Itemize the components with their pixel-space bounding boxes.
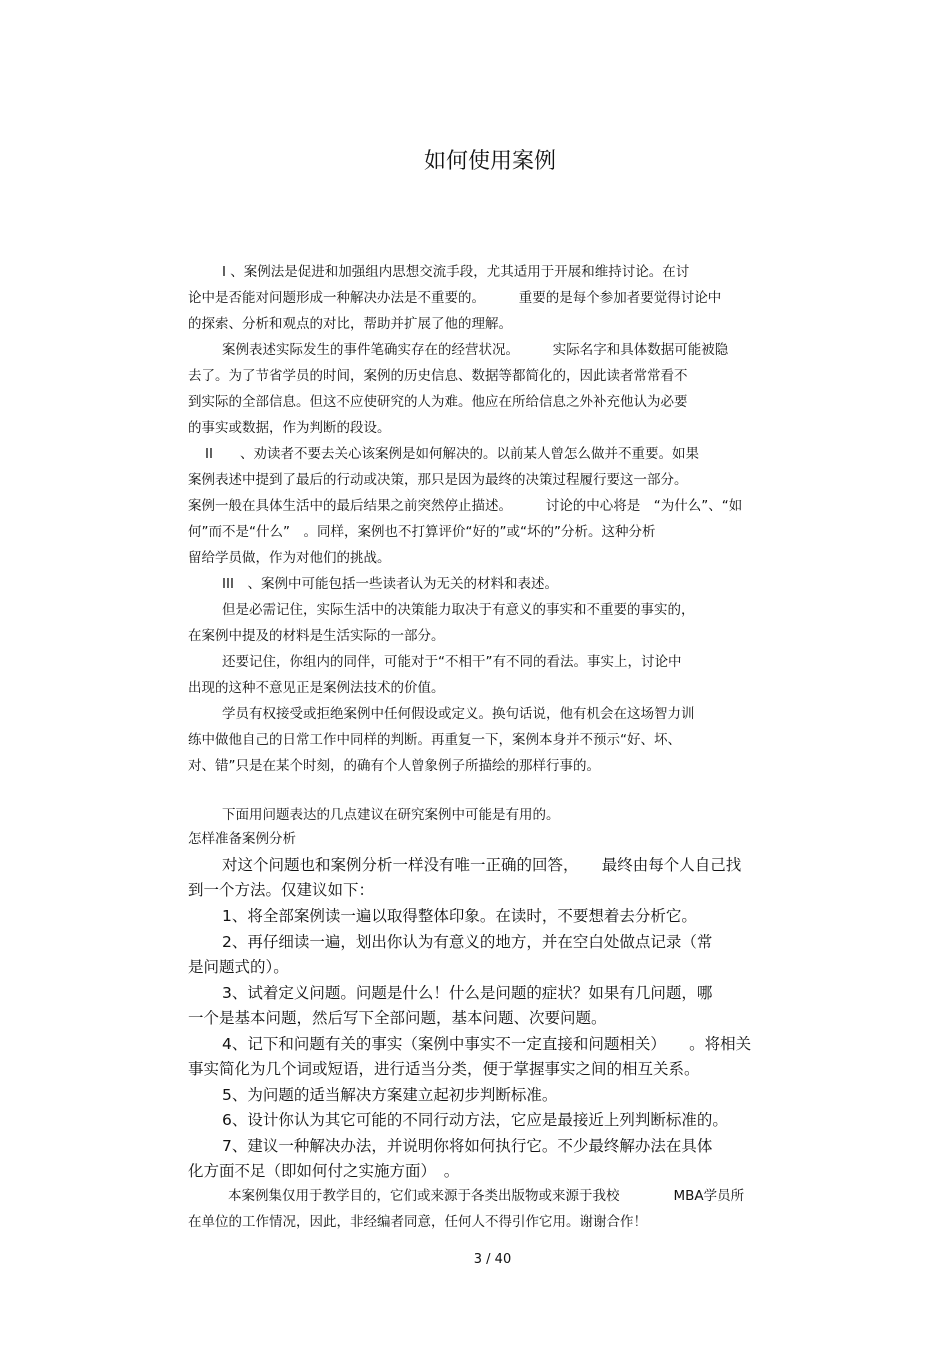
text-line: 案例一般在具体生活中的最后结果之前突然停止描述。 讨论的中心将是 “为什么”、“如 [188,498,743,514]
list-item: 4、记下和问题有关的事实（案例中事实不一定直接和问题相关） 。将相关 [222,1035,752,1053]
list-item: 1、将全部案例读一遍以取得整体印象。在读时，不要想着去分析它。 [222,907,697,925]
text-line: 的事实或数据，作为判断的段设。 [188,420,391,436]
text-line: 的探索、分析和观点的对比，帮助并扩展了他的理解。 [188,316,512,332]
section-heading: 怎样准备案例分析 [188,831,296,847]
text-line: 出现的这种不意见正是案例法技术的价值。 [188,680,445,696]
text-line: 到实际的全部信息。但这不应使研究的人为难。他应在所给信息之外补充他认为必要 [188,394,688,410]
text-line: III 、案例中可能包括一些读者认为无关的材料和表述。 [222,576,558,592]
text-line: 论中是否能对问题形成一种解决办法是不重要的。 重要的是每个参加者要觉得讨论中 [188,290,722,306]
text-line: 一个是基本问题，然后写下全部问题，基本问题、次要问题。 [188,1009,607,1027]
text-line: 事实简化为几个词或短语，进行适当分类，便于掌握事实之间的相互关系。 [188,1060,700,1078]
footnote-line: 在单位的工作情况，因此，非经编者同意，任何人不得引作它用。谢谢合作！ [188,1214,647,1230]
page-number: 3 / 40 [473,1252,512,1267]
document-title: 如何使用案例 [423,149,556,174]
list-item: 2、再仔细读一遍，划出你认为有意义的地方，并在空白处做点记录（常 [222,933,713,951]
text-line: 案例表述中提到了最后的行动或决策，那只是因为最终的决策过程履行要这一部分。 [188,472,688,488]
text-line: 下面用问题表达的几点建议在研究案例中可能是有用的。 [222,807,560,823]
text-line: 在案例中提及的材料是生活实际的一部分。 [188,628,445,644]
list-item: 3、试着定义问题。问题是什么！什么是问题的症状？如果有几问题，哪 [222,984,713,1002]
text-line: 学员有权接受或拒绝案例中任何假设或定义。换句话说，他有机会在这场智力训 [222,706,695,722]
text-line: I 、案例法是促进和加强组内思想交流手段，尤其适用于开展和维持讨论。在讨 [222,264,690,280]
text-line: 对、错”只是在某个时刻，的确有个人曾象例子所描绘的那样行事的。 [188,758,600,774]
text-line: 还要记住，你组内的同伴，可能对于“不相干”有不同的看法。事实上，讨论中 [222,654,682,670]
footnote-line: 本案例集仅用于教学目的，它们或来源于各类出版物或来源于我校 MBA学员所 [228,1188,745,1204]
text-line: II 、劝读者不要去关心该案例是如何解决的。以前某人曾怎么做并不重要。如果 [205,446,699,462]
text-line: 到一个方法。仅建议如下： [188,881,375,899]
text-line: 何”而不是“什么” 。同样，案例也不打算评价“好的”或“坏的”分析。这种分析 [188,524,656,540]
list-item: 6、设计你认为其它可能的不同行动方法，它应是最接近上列判断标准的。 [222,1111,728,1129]
text-line: 去了。为了节省学员的时间，案例的历史信息、数据等都简化的，因此读者常常看不 [188,368,688,384]
text-line: 案例表述实际发生的事件笔确实存在的经营状况。 实际名字和具体数据可能被隐 [222,342,729,358]
text-line: 是问题式的）。 [188,958,289,976]
text-line: 但是必需记住，实际生活中的决策能力取决于有意义的事实和不重要的事实的， [222,602,695,618]
text-line: 对这个问题也和案例分析一样没有唯一正确的回答， 最终由每个人自己找 [222,856,742,874]
text-line: 化方面不足（即如何付之实施方面） 。 [188,1162,460,1180]
list-item: 5、为问题的适当解决方案建立起初步判断标准。 [222,1086,558,1104]
text-line: 练中做他自己的日常工作中同样的判断。再重复一下，案例本身并不预示“好、坏、 [188,732,681,748]
text-line: 留给学员做，作为对他们的挑战。 [188,550,391,566]
list-item: 7、建议一种解决办法，并说明你将如何执行它。不少最终解办法在具体 [222,1137,713,1155]
